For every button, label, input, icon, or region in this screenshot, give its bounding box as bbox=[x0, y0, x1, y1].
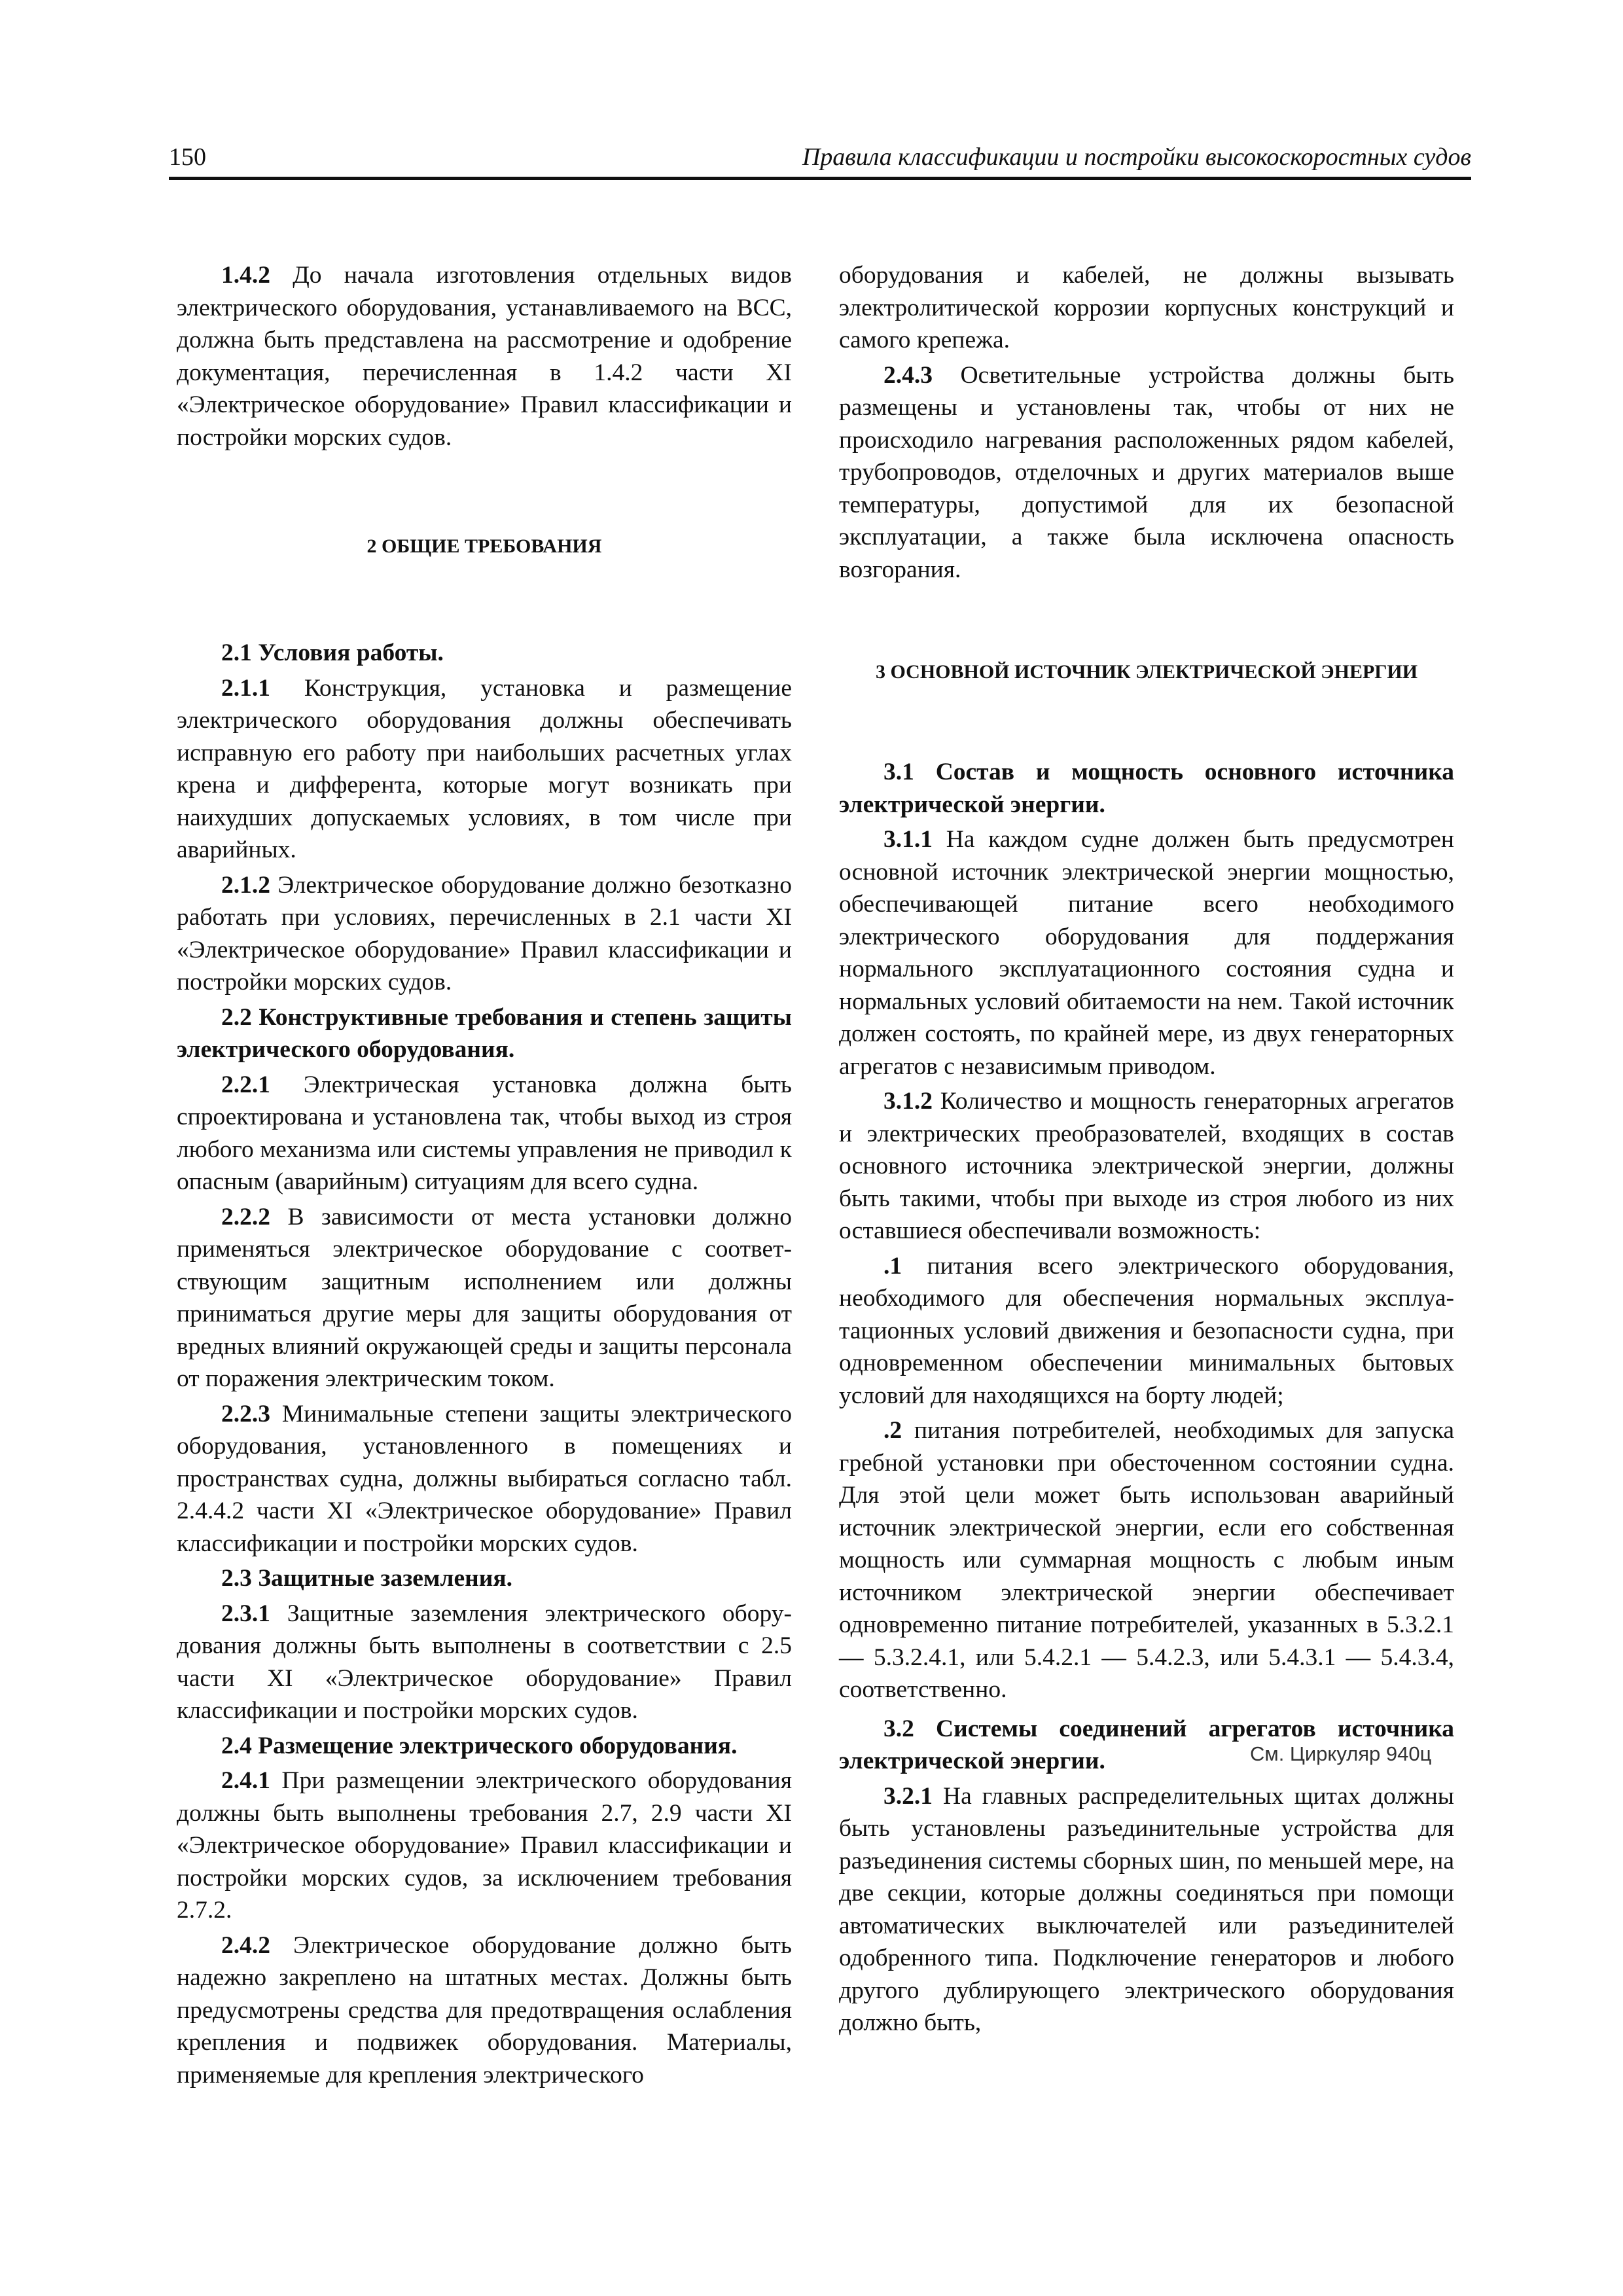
right-column bbox=[839, 259, 1454, 2042]
item-number: .1 bbox=[883, 1252, 902, 1280]
clause-number: 2.4.2 bbox=[221, 1931, 270, 1959]
header-rule bbox=[169, 177, 1471, 180]
clause-text: Конструкция, установка и размещение электрического оборудования должны обеспечивать исправную его работу при наибольших расчетных углах крена и дифферента, которые могут возникать при наихудших допускаемых условиях, в том числе при аварийных. bbox=[177, 674, 792, 863]
clause-number: 3.2.1 bbox=[883, 1782, 933, 1810]
heading-3-1: 3.1 Состав и мощность основного источника электрической энергии. bbox=[839, 759, 1454, 818]
page-header bbox=[169, 140, 1471, 181]
clause-number: 1.4.2 bbox=[221, 262, 270, 289]
left-column bbox=[177, 259, 792, 2094]
circular-reference-note: См. Циркуляр 940ц bbox=[1250, 1742, 1432, 1765]
item-text: питания всего электрического оборудования, необходимого для обеспечения нормальных эксплуатационных условий движения и безопасности судна, при одновременном обеспечении минимальных бытовых условий для находящихся на борту людей; bbox=[839, 1252, 1454, 1409]
paragraph-3-2-1 bbox=[839, 1780, 1454, 2039]
clause-number: 2.1.1 bbox=[221, 674, 270, 702]
paragraph-3-1-2 bbox=[839, 1085, 1454, 1247]
paragraph-2-2-1 bbox=[177, 1069, 792, 1198]
paragraph-2-4-3 bbox=[839, 359, 1454, 586]
clause-number: 3.1.2 bbox=[883, 1088, 933, 1115]
clause-number: 2.4.1 bbox=[221, 1767, 270, 1794]
item-text: питания потребителей, необходимых для запуска гребной установки при обесточенном состоянии судна. Для этой цели может быть использован аварийный источник электрической энергии, если его собственная мощность или суммарная мощность с любым иным источником электрической энергии обеспечивает одновременно питание потребителей, указанных в 5.3.2.1 — 5.3.2.4.1, или 5.4.2.1 — 5.4.2.3, или 5.4.3.1 — 5.4.3.4, соответственно. bbox=[839, 1417, 1454, 1703]
clause-number: 3.1.1 bbox=[883, 826, 933, 853]
heading-2-3: 2.3 Защитные заземления. bbox=[221, 1565, 513, 1592]
clause-text: До начала изготовления отдельных видов электрического оборудования, устанавливаемого на ВСС, должна быть представлена на рассмотрение и одобрение документация, перечисленная в 1.4.2 части XI «Электрическое оборудование» Правил классификации и постройки морских судов. bbox=[177, 262, 792, 451]
clause-text: Электрическое оборудование должно безотказно работать при условиях, перечисленных в 2.1 части XI «Электрическое оборудование» Правил классификации и постройки морских судов. bbox=[177, 871, 792, 996]
clause-text: На главных распределительных щитах должны быть установлены разъединительные устройства для разъединения системы сборных шин, по меньшей мере, на две секции, которые должны соединяться при помощи автоматических выключателей или разъединителей одобренного типа. Подключение генераторов и любого другого дублирующего электрического оборудования должно быть, bbox=[839, 1782, 1454, 2036]
clause-number: 2.2.3 bbox=[221, 1400, 270, 1427]
clause-text: Защитные заземления электрического оборудования должны быть выполнены в соответствии с 2.5 части XI «Электрическое оборудование» Правил классификации и постройки морских судов. bbox=[177, 1600, 792, 1724]
clause-text: Количество и мощность генераторных агрегатов и электрических преобразователей, входящих в состав основного источника электрической энергии, должны быть такими, чтобы при выходе из строя любого из них оставшиеся обеспечивали возможность: bbox=[839, 1088, 1454, 1244]
page-number: 150 bbox=[169, 143, 206, 171]
clause-text: Электрическое оборудование должно быть надежно закреплено на штатных местах. Должны быть предусмотрены средства для предотвращения ослабления крепления и подвижек оборудования. Материалы, применяемые для крепления электрического bbox=[177, 1931, 792, 2089]
clause-text: Осветительные устройства должны быть размещены и установлены так, чтобы от них не происходило нагревания расположенных рядом кабелей, трубопроводов, отделочных и других материалов выше температуры, допустимой для их безопасной эксплуатации, а также была исключена опасность возгорания. bbox=[839, 361, 1454, 583]
clause-text: В зависимости от места установки должно применяться электрическое оборудование с соответствующим защитным исполнением или должны приниматься другие меры для защиты оборудования от вредных влияний окружающей среды и защиты персонала от поражения электрическим током. bbox=[177, 1203, 792, 1392]
clause-number: 2.4.3 bbox=[883, 361, 933, 389]
paragraph-3-1-1 bbox=[839, 823, 1454, 1083]
paragraph-1-4-2 bbox=[177, 259, 792, 454]
paragraph-2-1-2 bbox=[177, 869, 792, 999]
paragraph-2-4-2 bbox=[177, 1929, 792, 2092]
clause-text: На каждом судне должен быть предусмотрен основной источник электрической энергии мощностью, обеспечивающей питание всего необходимого электрического оборудования для поддержания нормального эксплуатационного состояния судна и нормальных условий обитаемости на нем. Такой источник должен состоять, по крайней мере, из двух генераторных агрегатов с независимым приводом. bbox=[839, 826, 1454, 1080]
clause-text: Минимальные степени защиты электрического оборудования, установленного в помещениях и пространствах судна, должны выбираться согласно табл. 2.4.4.2 части XI «Электрическое оборудование» Правил классификации и постройки морских судов. bbox=[177, 1400, 792, 1557]
clause-text: Электрическая установка должна быть спроектирована и установлена так, чтобы выход из строя любого механизма или системы управления не приводил к опасным (аварийным) ситуациям для всего судна. bbox=[177, 1071, 792, 1195]
heading-2-2: 2.2 Конструктивные требования и степень защиты электрического оборудования. bbox=[177, 1003, 792, 1063]
heading-2-4: 2.4 Размещение электрического оборудования. bbox=[221, 1732, 738, 1759]
paragraph-2-2-3 bbox=[177, 1398, 792, 1560]
heading-2-1: 2.1 Условия работы. bbox=[221, 639, 444, 666]
clause-number: 2.1.2 bbox=[221, 871, 270, 899]
paragraph-2-2-2 bbox=[177, 1201, 792, 1395]
list-item-2 bbox=[839, 1414, 1454, 1706]
paragraph-continuation: оборудования и кабелей, не должны вызывать электролитической коррозии корпусных конструкций и самого крепежа. bbox=[839, 262, 1454, 353]
clause-number: 2.3.1 bbox=[221, 1600, 270, 1627]
heading-3-2: 3.2 Системы соединений агрегатов источника электрической энергии. bbox=[839, 1715, 1454, 1774]
clause-text: При размещении электрического оборудования должны быть выполнены требования 2.7, 2.9 части XI «Электрическое оборудование» Правил классификации и постройки морских судов, за исключением требования 2.7.2. bbox=[177, 1767, 792, 1924]
paragraph-2-1-1 bbox=[177, 672, 792, 867]
paragraph-2-4-1 bbox=[177, 1765, 792, 1927]
clause-number: 2.2.1 bbox=[221, 1071, 270, 1098]
paragraph-2-3-1 bbox=[177, 1598, 792, 1727]
clause-number: 2.2.2 bbox=[221, 1203, 270, 1230]
section-2-title: 2 ОБЩИЕ ТРЕБОВАНИЯ bbox=[366, 535, 602, 557]
section-3-title: 3 ОСНОВНОЙ ИСТОЧНИК ЭЛЕКТРИЧЕСКОЙ ЭНЕРГИИ bbox=[875, 661, 1418, 683]
running-title: Правила классификации и постройки высокоскоростных судов bbox=[802, 143, 1471, 171]
list-item-1 bbox=[839, 1250, 1454, 1412]
item-number: .2 bbox=[883, 1417, 902, 1444]
